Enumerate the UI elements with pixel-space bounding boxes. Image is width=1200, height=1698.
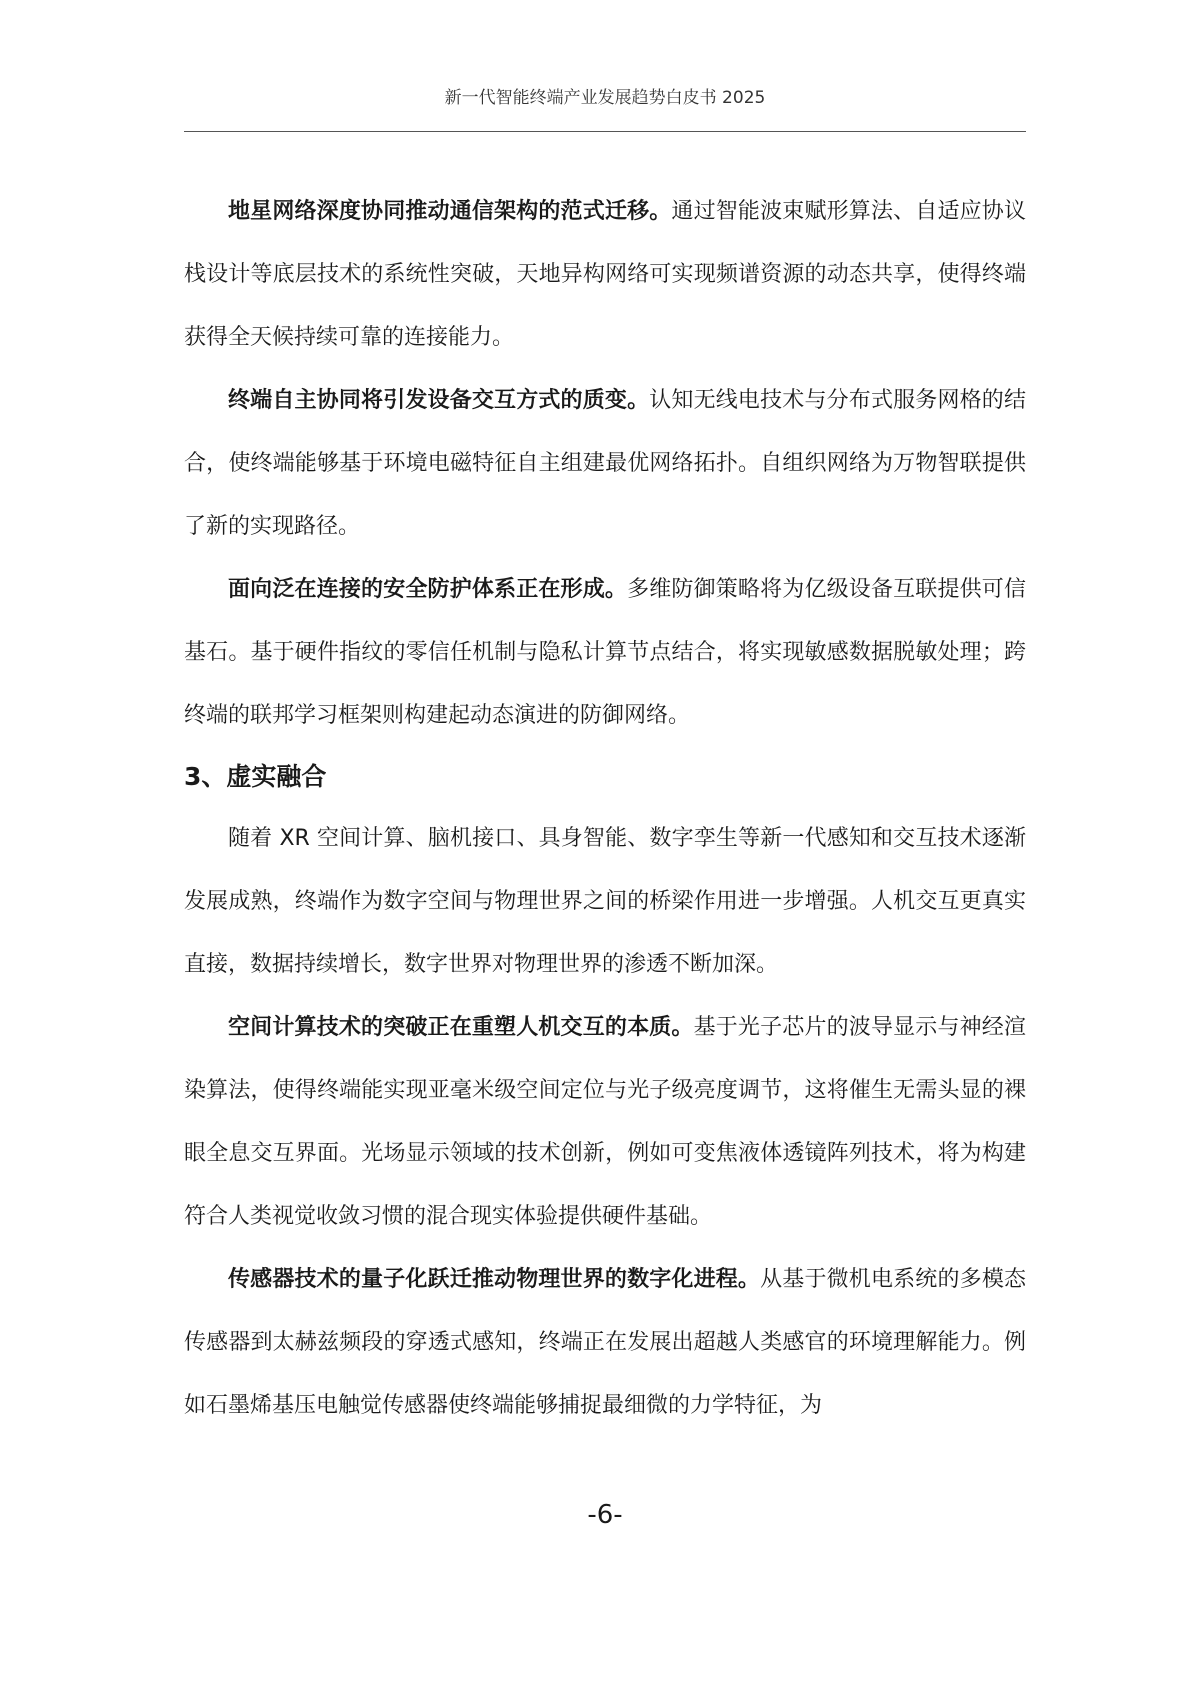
- paragraph-text: 认知无线电技术与分布式服务网格的结合，使终端能够基于环境电磁特征自主组建最优网络拓扑。自组织网络为万物智联提供了新的实现路径。: [184, 388, 1026, 539]
- page-number: -6-: [587, 1500, 623, 1530]
- section-heading: 3、虚实融合: [184, 762, 327, 791]
- page-body: [184, 180, 1026, 1437]
- paragraph-network-collaboration: [184, 180, 1026, 369]
- header-divider: [184, 131, 1026, 132]
- paragraph-spatial-computing: [184, 996, 1026, 1248]
- paragraph-security-system: [184, 558, 1026, 747]
- paragraph-text: 多维防御策略将为亿级设备互联提供可信基石。基于硬件指纹的零信任机制与隐私计算节点结合，将实现敏感数据脱敏处理；跨终端的联邦学习框架则构建起动态演进的防御网络。: [184, 577, 1026, 728]
- paragraph-lead: 传感器技术的量子化跃迁推动物理世界的数字化进程。: [228, 1267, 761, 1292]
- paragraph-lead: 面向泛在连接的安全防护体系正在形成。: [228, 577, 628, 602]
- paragraph-lead: 终端自主协同将引发设备交互方式的质变。: [228, 388, 650, 413]
- paragraph-text: 从基于微机电系统的多模态传感器到太赫兹频段的穿透式感知，终端正在发展出超越人类感官的环境理解能力。例如石墨烯基压电触觉传感器使终端能够捕捉最细微的力学特征，为: [184, 1267, 1026, 1418]
- running-header: 新一代智能终端产业发展趋势白皮书 2025: [444, 88, 766, 108]
- paragraph-sensor-technology: [184, 1248, 1026, 1437]
- paragraph-text: 基于光子芯片的波导显示与神经渲染算法，使得终端能实现亚毫米级空间定位与光子级亮度调节，这将催生无需头显的裸眼全息交互界面。光场显示领域的技术创新，例如可变焦液体透镜阵列技术，将为构建符合人类视觉收敛习惯的混合现实体验提供硬件基础。: [184, 1015, 1026, 1229]
- section-intro-paragraph: 随着 XR 空间计算、脑机接口、具身智能、数字孪生等新一代感知和交互技术逐渐发展成熟，终端作为数字空间与物理世界之间的桥梁作用进一步增强。人机交互更真实直接，数据持续增长，数字世界对物理世界的渗透不断加深。: [184, 826, 1026, 977]
- paragraph-lead: 空间计算技术的突破正在重塑人机交互的本质。: [228, 1015, 694, 1040]
- paragraph-terminal-autonomy: [184, 369, 1026, 558]
- paragraph-lead: 地星网络深度协同推动通信架构的范式迁移。: [228, 199, 672, 224]
- paragraph-text: 通过智能波束赋形算法、自适应协议栈设计等底层技术的系统性突破，天地异构网络可实现频谱资源的动态共享，使得终端获得全天候持续可靠的连接能力。: [184, 199, 1026, 350]
